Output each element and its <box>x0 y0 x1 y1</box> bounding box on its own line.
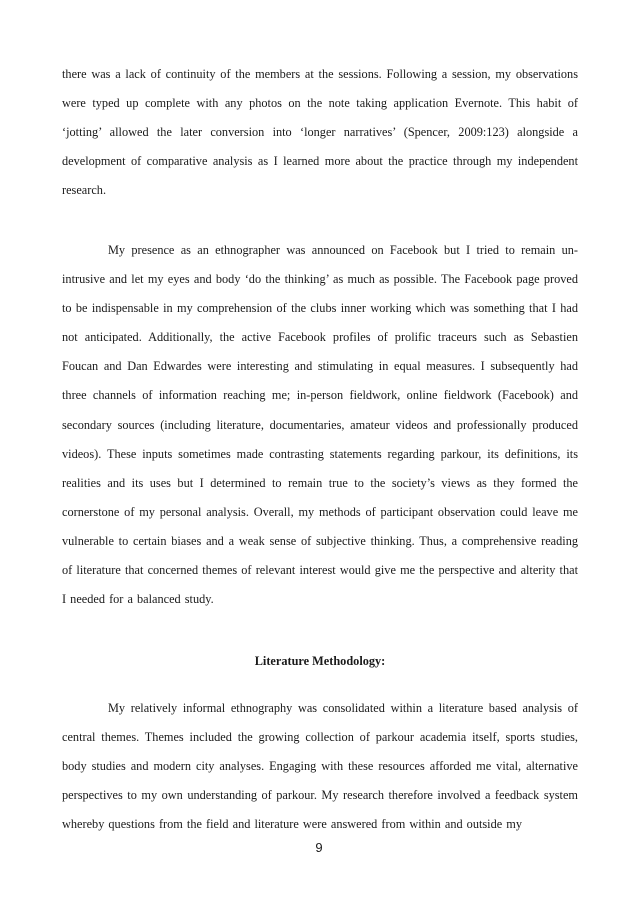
body-paragraph: My presence as an ethnographer was announced on Facebook but I tried to remain un-intrusive and let my eyes and body ‘do the thinking’ as much as possible. The Facebook page proved to be indispensable in my comprehension of the clubs inner working which was something that I had not anticipated. Additionally, the active Facebook profiles of prolific traceurs such as Sebastien Foucan and Dan Edwardes were interesting and stimulating in equal measures. I subsequently had three channels of information reaching me; in-person fieldwork, online fieldwork (Facebook) and secondary sources (including literature, documentaries, amateur videos and professionally produced videos). These inputs sometimes made contrasting statements regarding parkour, its definitions, its realities and its uses but I determined to remain true to the society’s views as they formed the cornerstone of my personal analysis. Overall, my methods of participant observation could leave me vulnerable to certain biases and a weak sense of subjective thinking. Thus, a comprehensive reading of literature that concerned themes of relevant interest would give me the perspective and alterity that I needed for a balanced study. <box>62 243 578 607</box>
body-paragraph: My relatively informal ethnography was consolidated within a literature based analysis of central themes. Themes included the growing collection of parkour academia itself, sports studies, body studies and modern city analyses. Engaging with these resources afforded me vital, alternative perspectives to my own understanding of parkour. My research therefore involved a feedback system whereby questions from the field and literature were answered from within and outside my <box>62 701 578 832</box>
section-heading: Literature Methodology: <box>254 654 386 668</box>
body-paragraph: there was a lack of continuity of the members at the sessions. Following a session, my observations were typed up complete with any photos on the note taking application Evernote. This habit of ‘jotting’ allowed the later conversion into ‘longer narratives’ (Spencer, 2009:123) alongside a development of comparative analysis as I learned more about the practice through my independent research. <box>62 67 578 198</box>
page-number: 9 <box>315 840 323 855</box>
